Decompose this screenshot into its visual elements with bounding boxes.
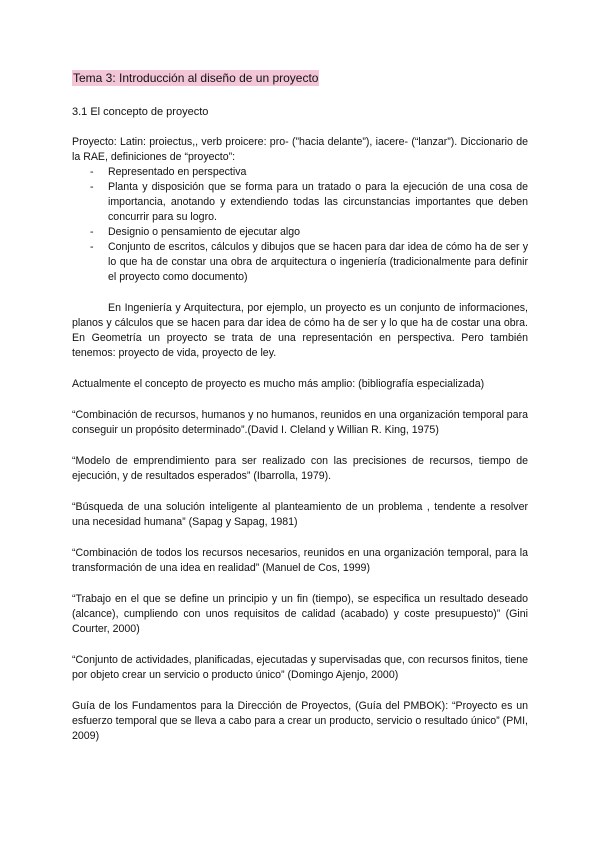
proyecto-etymology: Proyecto: Latin: proiectus,, verb proicere: pro- (”hacia delante”), iacere- (“lanzar”). Diccionario de la RAE, definiciones de “proyecto”:	[72, 136, 528, 163]
definitions-list	[72, 165, 528, 285]
definition-item: - Conjunto de escritos, cálculos y dibujos que se hacen para dar idea de cómo ha de ser y lo que ha de constar una obra de arquitectura o ingeniería (tradicionalmente para definir el proyecto como documento)	[72, 240, 528, 285]
document-title: Tema 3: Introducción al diseño de un proyecto	[73, 71, 319, 85]
quote-paragraph: “Combinación de recursos, humanos y no humanos, reunidos en una organización temporal para conseguir un propósito determinado”.(David I. Cleland y Willian R. King, 1975)	[72, 409, 528, 436]
pmbok-paragraph: Guía de los Fundamentos para la Dirección de Proyectos, (Guía del PMBOK): “Proyecto es un esfuerzo temporal que se lleva a cabo para a crear un producto, servicio o resultado único” (PMI, 2009)	[72, 700, 528, 742]
definition-item: - Designio o pensamiento de ejecutar algo	[72, 225, 528, 240]
quote-paragraph: “Combinación de todos los recursos necesarios, reunidos en una organización temporal, para la transformación de una idea en realidad” (Manuel de Cos, 1999)	[72, 547, 528, 574]
quote-paragraph: “Trabajo en el que se define un principio y un fin (tiempo), se especifica un resultado deseado (alcance), cumpliendo con unos requisitos de calidad (acabado) y coste presupuesto)” (Gini Courter, 2000)	[72, 593, 528, 635]
document-page	[72, 70, 528, 744]
actualmente-paragraph: Actualmente el concepto de proyecto es mucho más amplio: (bibliografía especializada)	[72, 378, 485, 390]
definition-item: - Planta y disposición que se forma para un tratado o para la ejecución de una cosa de importancia, anotando y extendiendo todas las circunstancias importantes que deben concurrir para su logro.	[72, 180, 528, 225]
quote-paragraph: “Búsqueda de una solución inteligente al planteamiento de un problema , tendente a resolver una necesidad humana” (Sapag y Sapag, 1981)	[72, 501, 528, 528]
definition-item: - Representado en perspectiva	[72, 165, 528, 180]
quote-paragraph: “Conjunto de actividades, planificadas, ejecutadas y supervisadas que, con recursos finitos, tiene por objeto crear un servicio o producto único” (Domingo Ajenjo, 2000)	[72, 654, 528, 681]
quote-paragraph: “Modelo de emprendimiento para ser realizado con las precisiones de recursos, tiempo de ejecución, y de resultados esperados” (Ibarrolla, 1979).	[72, 455, 528, 482]
ingenieria-paragraph: En Ingeniería y Arquitectura, por ejemplo, un proyecto es un conjunto de informaciones, planos y cálculos que se hacen para dar idea de cómo ha de ser y lo que ha de costar una obra. En Geometría un proyecto se trata de una representación en perspectiva. Pero también tenemos: proyecto de vida, proyecto de ley.	[72, 302, 528, 359]
section-heading: 3.1 El concepto de proyecto	[72, 106, 209, 118]
